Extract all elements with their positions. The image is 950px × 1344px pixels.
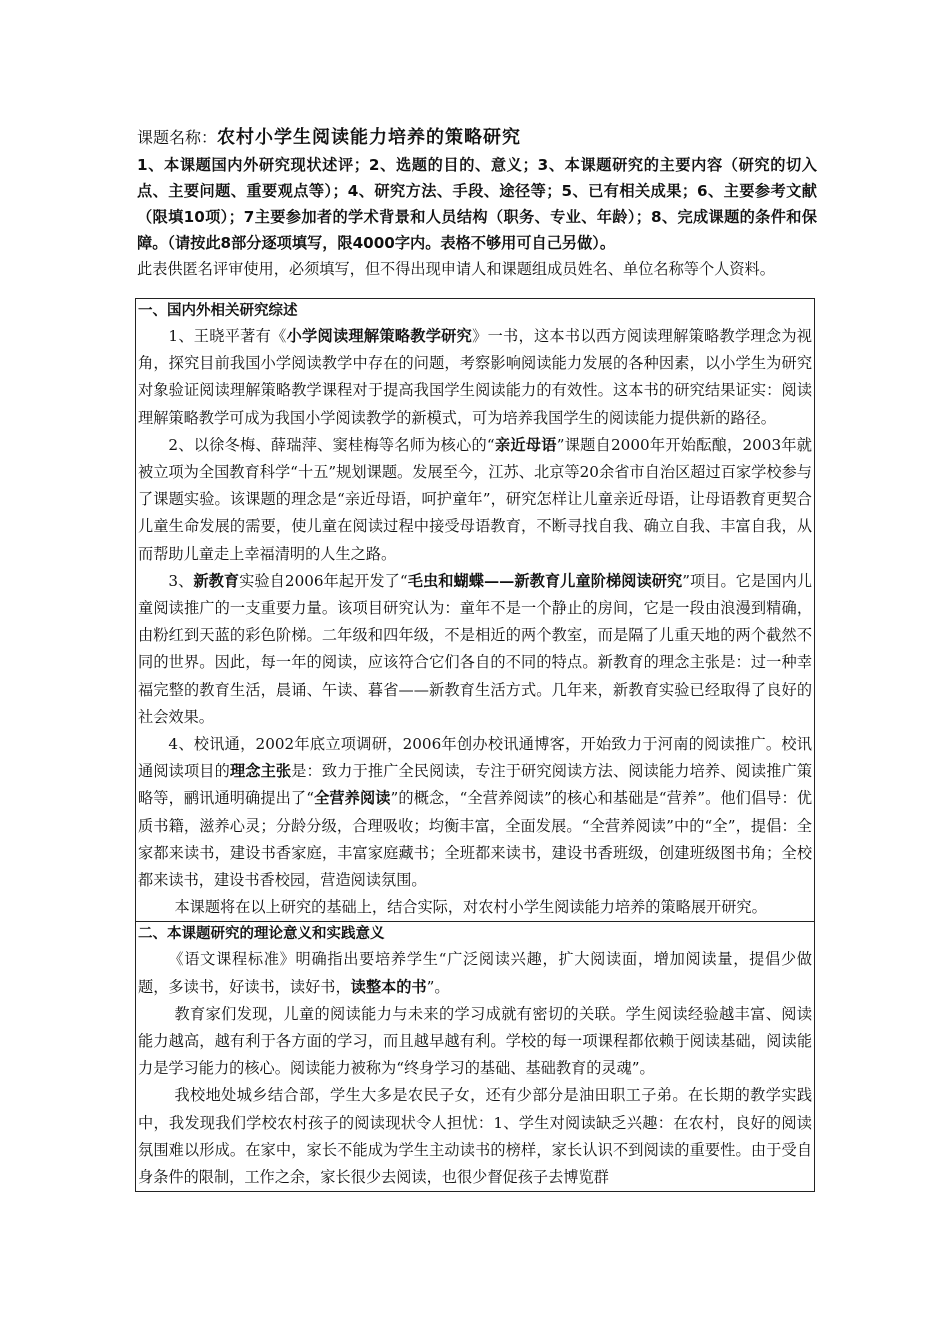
anonymity-note: 此表供匿名评审使用，必须填写，但不得出现申请人和课题组成员姓名、单位名称等个人资料。 [137,260,775,278]
emphasis: 毛虫和蝴蝶——新教育儿童阶梯阅读研究 [407,571,683,590]
paragraph [138,323,812,432]
form-instructions: 1、本课题国内外研究现状述评；2、选题的目的、意义；3、本课题研究的主要内容（研究的切入点、主要问题、重要观点等）；4、研究方法、手段、途径等；5、已有相关成果；6、主要参考文献（限填10项）；7主要参加者的学术背景和人员结构（职务、专业、年龄）；8、完成课题的条件和保障。（请按此8部分逐项填写，限4000字内。表格不够用可自己另做）。 [137,156,817,252]
text: 是：致力于推广全民阅读，专注于研究阅读方法、阅读能力培养、阅读推广策略等，鹂讯通明确提出了“ [138,762,813,808]
topic-title-label: 课题名称： [137,128,218,147]
topic-title [137,124,817,152]
emphasis: 小学阅读理解策略教学研究 [286,327,473,345]
review-table [135,298,815,1192]
emphasis: 亲近母语 [494,435,557,454]
text: 实验自2006年起开发了“ [239,571,408,590]
topic-title-value: 农村小学生阅读能力培养的策略研究 [217,127,522,148]
paragraph: 我校地处城乡结合部，学生大多是农民子女，还有少部分是油田职工子弟。在长期的教学实践中，我发现我们学校农村孩子的阅读现状令人担忧：1、学生对阅读缺乏兴趣：在农村，良好的阅读氛围难以形成。在家中，家长不能成为学生主动读书的榜样，家长认识不到阅读的重要性。由于受自身条件的限制，工作之余，家长很少去阅读，也很少督促孩子去博览群 [138,1086,812,1187]
section-significance [136,922,814,1191]
text: ”项目。它是国内儿童阅读推广的一支重要力量。该项目研究认为：童年不是一个静止的房间，它是一段由浪漫到精确，由粉红到天蓝的彩色阶梯。二年级和四年级，不是相近的两个教室，而是隔了儿重天地的两个截然不同的世界。因此，每一年的阅读，应该符合它们各自的不同的特点。新教育的理念主张是：过一种幸福完整的教育生活，晨诵、午读、暮省——新教育生活方式。几年来，新教育实验已经取得了良好的社会效果。 [138,571,813,726]
form-header [137,124,817,283]
text: 2、以徐冬梅、薛瑞萍、窦桂梅等名师为核心的“ [168,435,495,454]
paragraph [138,946,812,1000]
text: ”的概念，“全营养阅读”的核心和基础是“营养”。他们倡导：优质书籍，滋养心灵；分龄分级，合理吸收；均衡丰富，全面发展。“全营养阅读”中的“全”，提倡：全家都来读书，建设书香家庭，丰富家庭藏书；全班都来读书，建设书香班级，创建班级图书角；全校都来读书，建设书香校园，营造阅读氛围。 [138,789,813,890]
paragraph: 教育家们发现，儿童的阅读能力与未来的学习成就有密切的关联。学生阅读经验越丰富、阅读能力越高，越有利于各方面的学习，而且越早越有利。学校的每一项课程都依赖于阅读基础，阅读能力是学习能力的核心。阅读能力被称为“终身学习的基础、基础教育的灵魂”。 [138,1004,812,1078]
text: ”课题自2000年开始酝酿，2003年就被立项为全国教育科学“十五”规划课题。发展至今，江苏、北京等20余省市自治区超过百家学校参与了课题实验。该课题的理念是“亲近母语，呵护童年”，研究怎样让儿童亲近母语，让母语教育更契合儿童生命发展的需要，使儿童在阅读过程中接受母语教育，不断寻找自我、确立自我、丰富自我，从而帮助儿童走上幸福清明的人生之路。 [138,435,812,563]
emphasis: 理念主张 [229,762,292,781]
emphasis: 读整本的书 [350,977,427,996]
text: 3、 [168,571,194,590]
paragraph [138,568,812,731]
section-heading: 一、国内外相关研究综述 [138,302,298,319]
section-heading: 二、本课题研究的理论意义和实践意义 [138,925,385,943]
text: 4、校讯通，2002年底立项调研，2006年创办校讯通博客，开始致力于河南的阅读推广。校讯通阅读项目的 [138,735,812,781]
text: 1、王晓平著有《 [168,327,287,345]
paragraph: 本课题将在以上研究的基础上，结合实际，对农村小学生阅读能力培养的策略展开研究。 [174,898,767,917]
text: 》一书，这本书以西方阅读理解策略教学理念为视角，探究目前我国小学阅读教学中存在的问题，考察影响阅读能力发展的各种因素，以小学生为研究对象验证阅读理解策略教学课程对于提高我国学生阅读能力的有效性。这本书的研究结果证实：阅读理解策略教学可成为我国小学阅读教学的新模式，可为培养我国学生的阅读能力提供新的路径。 [138,327,812,427]
paragraph [138,731,812,894]
emphasis: 全营养阅读 [313,789,391,808]
text: 《语文课程标准》明确指出要培养学生“广泛阅读兴趣，扩大阅读面，增加阅读量，提倡少做题，多读书，好读书，读好书， [138,950,812,996]
emphasis: 新教育 [193,571,240,590]
paragraph [138,432,812,568]
section-literature-review [136,299,814,922]
text: ”。 [426,977,450,996]
